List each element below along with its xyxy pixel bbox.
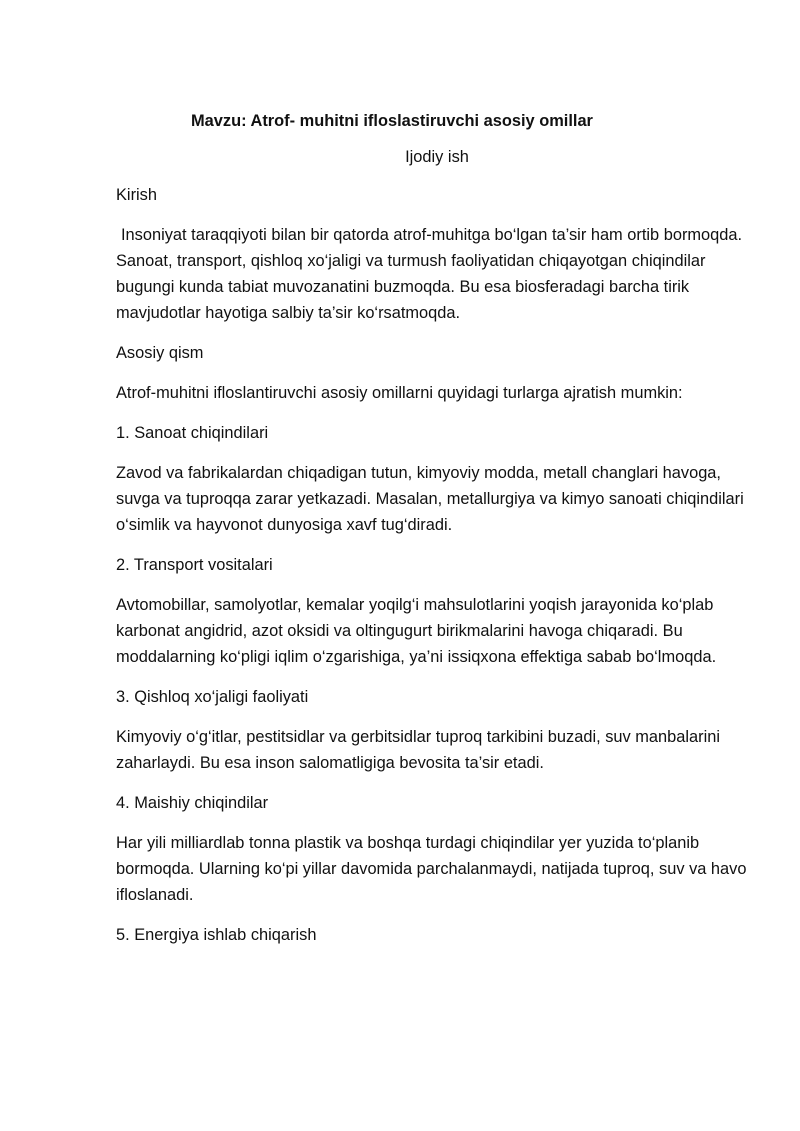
section-heading-agriculture: 3. Qishloq xo‘jaligi faoliyati	[116, 688, 309, 706]
main-heading: Asosiy qism	[116, 344, 204, 362]
section-text-industry: Zavod va fabrikalardan chiqadigan tutun, kimyoviy modda, metall changlari havoga, suvga va tuproqqa zarar yetkazadi. Masalan, metallurgiya va kimyo sanoati chiqindilari o‘simlik va hayvonot dunyosiga xavf tug‘diradi.	[116, 464, 744, 534]
document-body	[116, 108, 748, 962]
section-heading-energy: 5. Energiya ishlab chiqarish	[116, 926, 317, 944]
section-text-household: Har yili milliardlab tonna plastik va boshqa turdagi chiqindilar yer yuzida to‘planib bormoqda. Ularning ko‘pi yillar davomida parchalanmaydi, natijada tuproq, suv va havo ifloslanadi.	[116, 834, 747, 904]
section-heading-household: 4. Maishiy chiqindilar	[116, 794, 269, 812]
document-subtitle: Ijodiy ish	[405, 148, 469, 166]
section-text-agriculture: Kimyoviy o‘g‘itlar, pestitsidlar va gerbitsidlar tuproq tarkibini buzadi, suv manbalarini zaharlaydi. Bu esa inson salomatligiga bevosita ta’sir etadi.	[116, 728, 720, 772]
section-heading-industry: 1. Sanoat chiqindilari	[116, 424, 269, 442]
intro-heading: Kirish	[116, 186, 157, 204]
document-title: Mavzu: Atrof- muhitni ifloslastiruvchi asosiy omillar	[191, 112, 593, 130]
intro-paragraph: Insoniyat taraqqiyoti bilan bir qatorda atrof-muhitga bo‘lgan ta’sir ham ortib bormoqda. Sanoat, transport, qishloq xo‘jaligi va turmush faoliyatidan chiqayotgan chiqindilar bugungi kunda tabiat muvozanatini buzmoqda. Bu esa biosferadagi barcha tirik mavjudotlar hayotiga salbiy ta’sir ko‘rsatmoqda.	[116, 226, 743, 322]
section-text-transport: Avtomobillar, samolyotlar, kemalar yoqilg‘i mahsulotlarini yoqish jarayonida ko‘plab karbonat angidrid, azot oksidi va oltingugurt birikmalarini havoga chiqaradi. Bu moddalarning ko‘pligi iqlim o‘zgarishiga, ya’ni issiqxona effektiga sabab bo‘lmoqda.	[116, 596, 717, 666]
section-heading-transport: 2. Transport vositalari	[116, 556, 273, 574]
main-intro-paragraph: Atrof-muhitni ifloslantiruvchi asosiy omillarni quyidagi turlarga ajratish mumkin:	[116, 384, 683, 402]
